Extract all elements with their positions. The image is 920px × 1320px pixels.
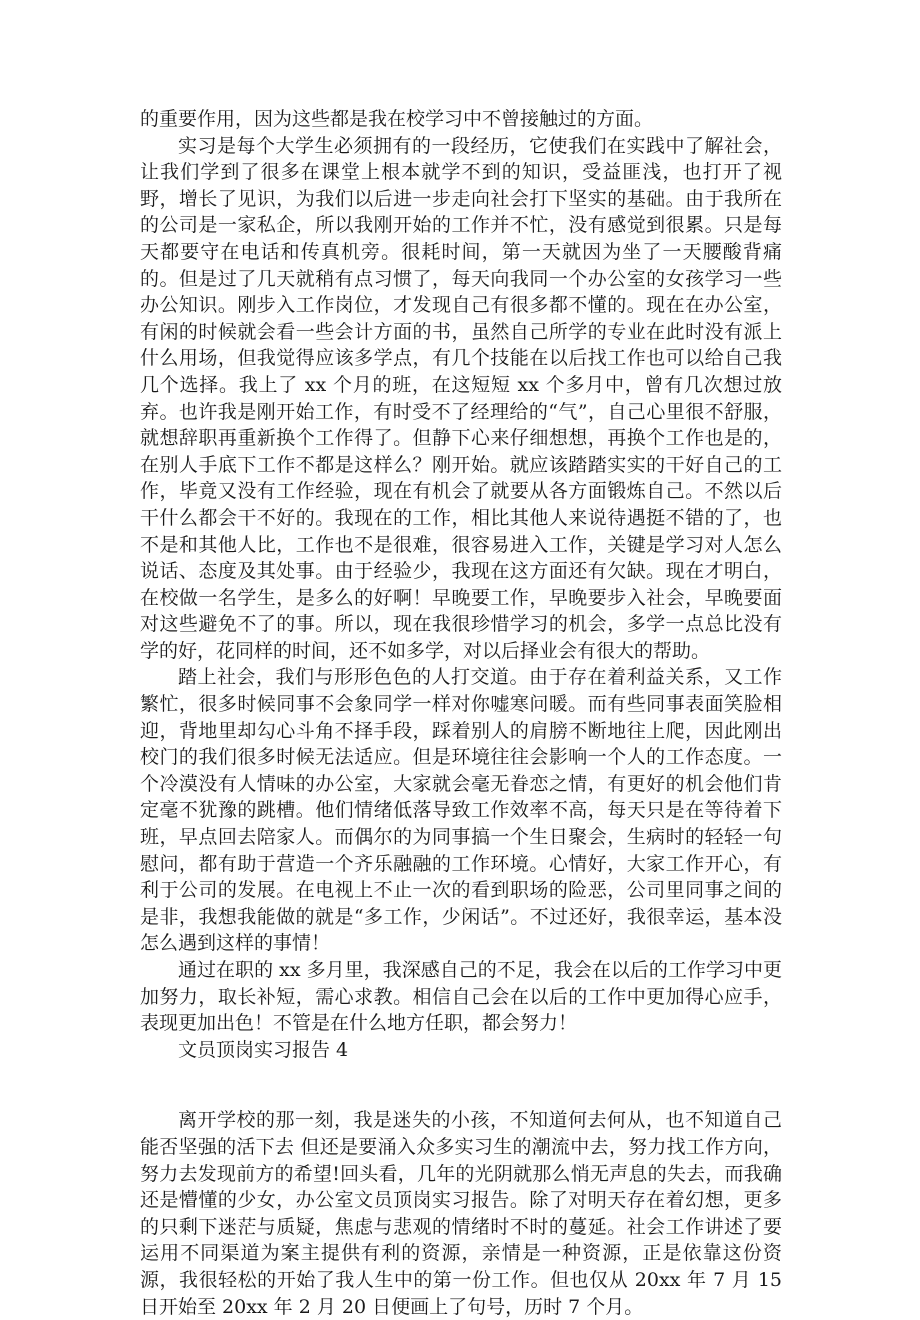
section-spacer xyxy=(140,1063,782,1107)
paragraph-1: 的重要作用，因为这些都是我在校学习中不曾接触过的方面。 xyxy=(140,108,654,130)
paragraph-2: 实习是每个大学生必须拥有的一段经历，它使我们在实践中了解社会，让我们学到了很多在课堂上根本就学不到的知识，受益匪浅，也打开了视野，增长了见识，为我们以后进一步走向社会打下坚实的基础。由于我所在的公司是一家私企，所以我刚开始的工作并不忙，没有感觉到很累。只是每天都要守在电话和传真机旁。很耗时间，第一天就因为坐了一天腰酸背痛的。但是过了几天就稍有点习惯了，每天向我同一个办公室的女孩学习一些办公知识。刚步入工作岗位，才发现自己有很多都不懂的。现在在办公室，有闲的时候就会看一些会计方面的书，虽然自己所学的专业在此时没有派上什么用场，但我觉得应该多学点，有几个技能在以后找工作也可以给自己我几个选择。我上了 xx 个月的班，在这短短 xx 个多月中，曾有几次想过放弃。也许我是刚开始工作，有时受不了经理给的“气”，自己心里很不舒服，就想辞职再重新换个工作得了。但静下心来仔细想想，再换个工作也是的，在别人手底下工作不都是这样么？刚开始。就应该踏踏实实的干好自己的工作，毕竟又没有工作经验，现在有机会了就要从各方面锻炼自己。不然以后干什么都会干不好的。我现在的工作，相比其他人来说待遇挺不错的了，也不是和其他人比，工作也不是很难，很容易进入工作，关键是学习对人怎么说话、态度及其处事。由于经验少，我现在这方面还有欠缺。现在才明白，在校做一名学生，是多么的好啊！早晚要工作，早晚要步入社会，早晚要面对这些避免不了的事。所以，现在我很珍惜学习的机会，多学一点总比没有学的好，花同样的时间，还不如多学，对以后择业会有很大的帮助。 xyxy=(140,134,782,662)
paragraph-3: 踏上社会，我们与形形色色的人打交道。由于存在着利益关系，又工作繁忙，很多时候同事不会象同学一样对你嘘寒问暖。而有些同事表面笑脸相迎，背地里却勾心斗角不择手段，踩着别人的肩膀不断地往上爬，因此刚出校门的我们很多时候无法适应。但是环境往往会影响一个人的工作态度。一个冷漠没有人情味的办公室，大家就会毫无眷恋之情，有更好的机会他们肯定毫不犹豫的跳槽。他们情绪低落导致工作效率不高，每天只是在等待着下班，早点回去陪家人。而偶尔的为同事搞一个生日聚会，生病时的轻轻一句慰问，都有助于营造一个齐乐融融的工作环境。心情好，大家工作开心，有利于公司的发展。在电视上不止一次的看到职场的险恶，公司里同事之间的是非，我想我能做的就是“多工作，少闲话”。不过还好，我很幸运，基本没怎么遇到这样的事情！ xyxy=(140,666,782,955)
document-page xyxy=(140,106,782,1320)
section-heading: 文员顶岗实习报告 4 xyxy=(178,1038,349,1061)
paragraph-5: 离开学校的那一刻，我是迷失的小孩，不知道何去何从，也不知道自己能否坚强的活下去 但还是要涌入众多实习生的潮流中去，努力找工作方向，努力去发现前方的希望!回头看，几年的光阴就那么悄无声息的失去，而我确还是懵懂的少女，办公室文员顶岗实习报告。除了对明天存在着幻想，更多的只剩下迷茫与质疑，焦虑与悲观的情绪时不时的蔓延。社会工作讲述了要运用不同渠道为案主提供有利的资源，亲情是一种资源，正是依靠这份资源，我很轻松的开始了我人生中的第一份工作。但也仅从 20xx 年 7 月 15 日开始至 20xx 年 2 月 20 日便画上了句号，历时 7 个月。 xyxy=(140,1109,782,1318)
paragraph-4: 通过在职的 xx 多月里，我深感自己的不足，我会在以后的工作学习中更加努力，取长补短，需心求教。相信自己会在以后的工作中更加得心应手，表现更加出色！不管是在什么地方任职，都会努力！ xyxy=(140,959,782,1035)
